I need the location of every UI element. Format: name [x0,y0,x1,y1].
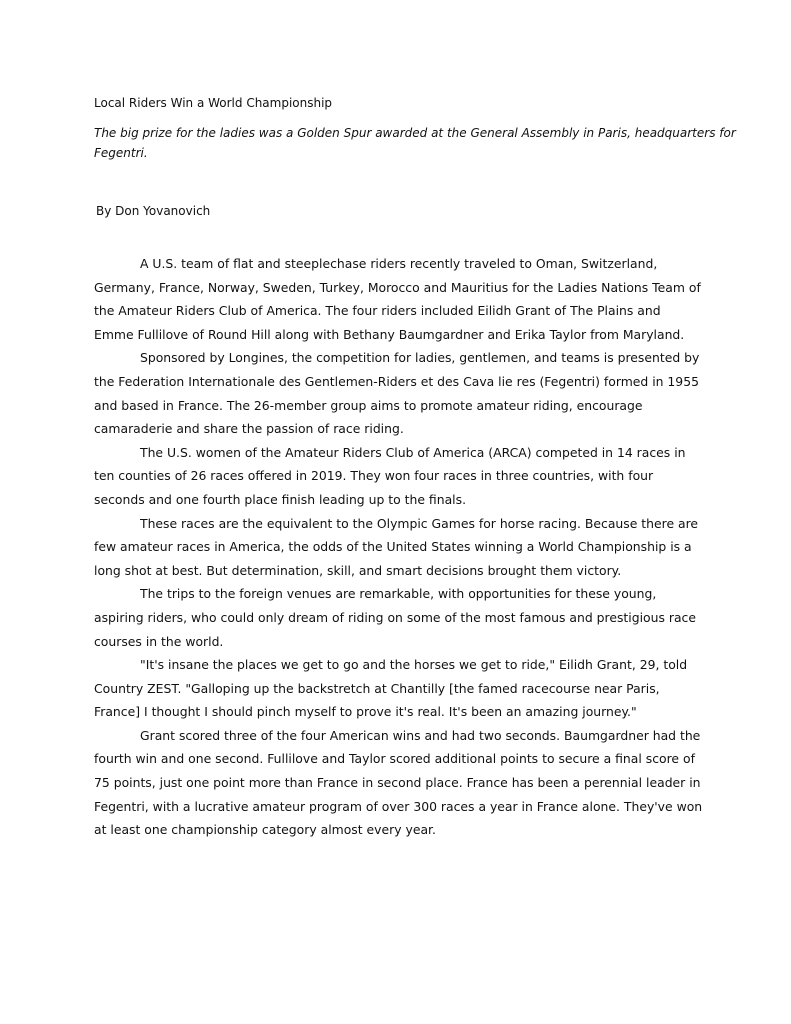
body-paragraph-7: Grant scored three of the four American wins and had two seconds. Baumgardner had the fourth win and one second. Fullilove and Taylor scored additional points to secure a final score of 75 points, just one point more than France in second place. France has been a perennial leader in Fegentri, with a lucrative amateur program of over 300 races a year in France alone. They've won at least one championship category almost every year. [94,727,703,838]
article-subheadline: The big prize for the ladies was a Golden Spur awarded at the General Assembly in Paris, headquarters for Fegentri. [94,126,736,160]
article-body [94,252,704,842]
body-paragraph-5: The trips to the foreign venues are remarkable, with opportunities for these young, aspiring riders, who could only dream of riding on some of the most famous and prestigious race courses in the world. [94,586,696,649]
body-paragraph-4: These races are the equivalent to the Olympic Games for horse racing. Because there are few amateur races in America, the odds of the United States winning a World Championship is a long shot at best. But determination, skill, and smart decisions brought them victory. [94,515,699,578]
body-paragraph-1: A U.S. team of flat and steeplechase riders recently traveled to Oman, Switzerland, Germany, France, Norway, Sweden, Turkey, Morocco and Mauritius for the Ladies Nations Team of the Amateur Riders Club of America. The four riders included Eilidh Grant of The Plains and Emme Fullilove of Round Hill along with Bethany Baumgardner and Erika Taylor from Maryland. [94,256,701,342]
body-paragraph-6: "It's insane the places we get to go and the horses we get to ride," Eilidh Grant, 29, told Country ZEST. "Galloping up the backstretch at Chantilly [the famed racecourse near Paris, France] I thought I should pinch myself to prove it's real. It's been an amazing journey." [94,657,688,720]
body-paragraph-2: Sponsored by Longines, the competition for ladies, gentlemen, and teams is presented by the Federation Internationale des Gentlemen-Riders et des Cava lie res (Fegentri) formed in 1955 and based in France. The 26-member group aims to promote amateur riding, encourage camaraderie and share the passion of race riding. [94,350,700,437]
article-byline: By Don Yovanovich [96,204,211,218]
article-headline: Local Riders Win a World Championship [94,96,333,110]
body-paragraph-3: The U.S. women of the Amateur Riders Club of America (ARCA) competed in 14 races in ten counties of 26 races offered in 2019. They won four races in three countries, with four seconds and one fourth place finish leading up to the finals. [94,444,686,507]
